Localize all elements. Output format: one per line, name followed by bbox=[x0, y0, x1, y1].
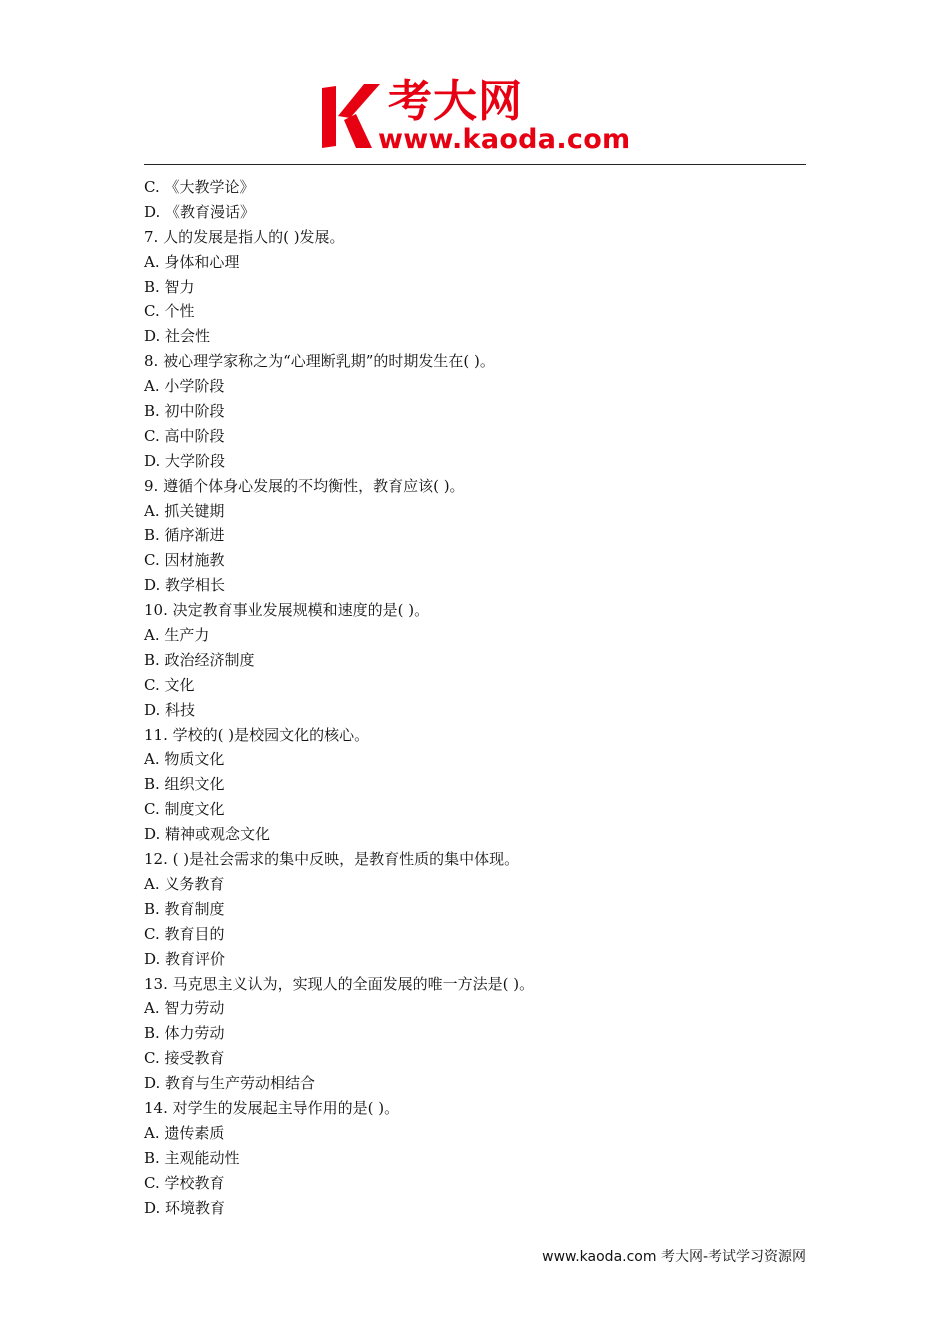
k-logo-icon bbox=[320, 82, 382, 150]
answer-option: D. 环境教育 bbox=[144, 1198, 226, 1217]
answer-option: A. 遗传素质 bbox=[144, 1123, 225, 1142]
answer-option: D. 教育与生产劳动相结合 bbox=[144, 1074, 316, 1093]
question-stem: 8. 被心理学家称之为“心理断乳期”的时期发生在( )。 bbox=[144, 352, 495, 371]
answer-option: D. 《教育漫话》 bbox=[144, 202, 256, 221]
answer-option: A. 义务教育 bbox=[144, 874, 225, 893]
answer-option: A. 抓关键期 bbox=[144, 501, 225, 520]
answer-option: C. 因材施教 bbox=[144, 551, 225, 570]
answer-option: B. 政治经济制度 bbox=[144, 650, 255, 669]
question-stem: 11. 学校的( )是校园文化的核心。 bbox=[144, 725, 370, 744]
kaoda-logo bbox=[320, 76, 640, 160]
question-stem: 7. 人的发展是指人的( )发展。 bbox=[144, 227, 345, 246]
answer-option: C. 教育目的 bbox=[144, 924, 225, 943]
answer-option: B. 初中阶段 bbox=[144, 402, 225, 421]
answer-option: A. 智力劳动 bbox=[144, 999, 225, 1018]
logo-title: 考大网 bbox=[388, 76, 523, 127]
logo-url: www.kaoda.com bbox=[378, 124, 631, 155]
question-stem: 9. 遵循个体身心发展的不均衡性，教育应该( )。 bbox=[144, 476, 465, 495]
answer-option: D. 科技 bbox=[144, 700, 196, 719]
answer-option: C. 高中阶段 bbox=[144, 426, 225, 445]
answer-option: C. 《大教学论》 bbox=[144, 178, 255, 196]
answer-option: D. 教学相长 bbox=[144, 576, 226, 595]
answer-option: C. 文化 bbox=[144, 675, 195, 694]
question-stem: 13. 马克思主义认为，实现人的全面发展的唯一方法是( )。 bbox=[144, 974, 535, 993]
answer-option: B. 教育制度 bbox=[144, 899, 225, 918]
answer-option: A. 身体和心理 bbox=[144, 252, 240, 271]
question-stem: 12. ( )是社会需求的集中反映，是教育性质的集中体现。 bbox=[144, 850, 520, 869]
question-list bbox=[144, 175, 806, 1220]
answer-option: D. 社会性 bbox=[144, 327, 211, 346]
answer-option: B. 循序渐进 bbox=[144, 526, 225, 545]
answer-option: C. 接受教育 bbox=[144, 1049, 225, 1068]
answer-option: B. 智力 bbox=[144, 277, 195, 296]
question-stem: 10. 决定教育事业发展规模和速度的是( )。 bbox=[144, 601, 430, 620]
answer-option: B. 体力劳动 bbox=[144, 1024, 225, 1043]
answer-option: D. 精神或观念文化 bbox=[144, 825, 271, 844]
answer-option: A. 生产力 bbox=[144, 626, 210, 645]
answer-option: D. 大学阶段 bbox=[144, 451, 226, 470]
header-divider bbox=[144, 164, 806, 165]
answer-option: B. 主观能动性 bbox=[144, 1148, 240, 1167]
answer-option: A. 物质文化 bbox=[144, 750, 225, 769]
answer-option: D. 教育评价 bbox=[144, 949, 226, 968]
answer-option: A. 小学阶段 bbox=[144, 377, 225, 396]
answer-option: B. 组织文化 bbox=[144, 775, 225, 794]
answer-option: C. 学校教育 bbox=[144, 1173, 225, 1192]
question-stem: 14. 对学生的发展起主导作用的是( )。 bbox=[144, 1098, 400, 1117]
footer-text: www.kaoda.com 考大网-考试学习资源网 bbox=[542, 1249, 806, 1265]
answer-option: C. 制度文化 bbox=[144, 800, 225, 819]
answer-option: C. 个性 bbox=[144, 302, 195, 321]
